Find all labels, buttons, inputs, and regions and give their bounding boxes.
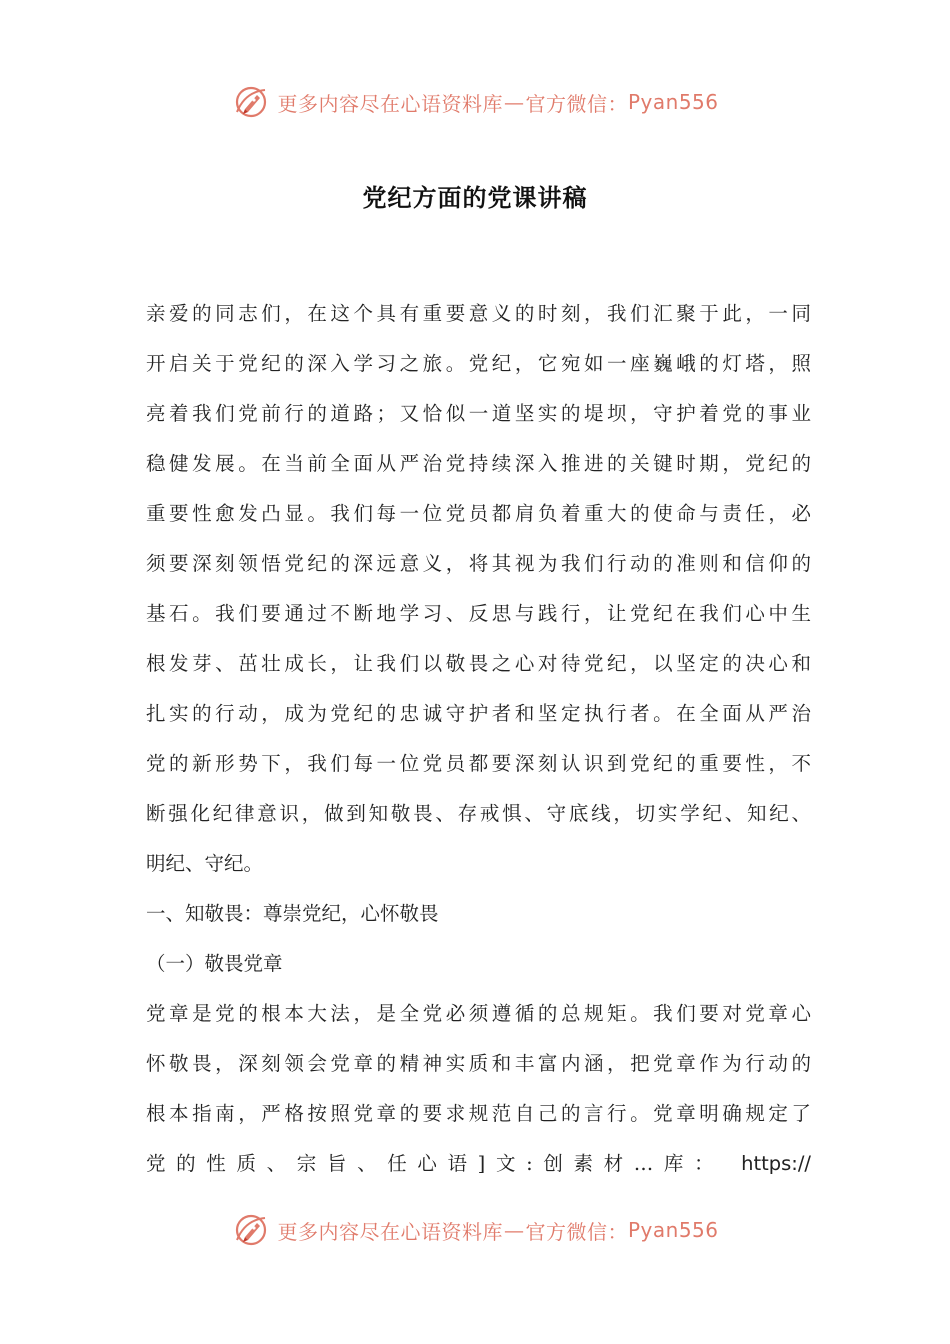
paragraph-line: 怀敬畏，深刻领会党章的精神实质和丰富内涵，把党章作为行动的 bbox=[146, 1052, 811, 1075]
paragraph-line: 基石。我们要通过不断地学习、反思与践行，让党纪在我们心中生 bbox=[146, 602, 811, 625]
paragraph-line: 稳健发展。在当前全面从严治党持续深入推进的关键时期，党纪的 bbox=[146, 452, 811, 475]
paragraph-line: 根发芽、茁壮成长，让我们以敬畏之心对待党纪，以坚定的决心和 bbox=[146, 652, 811, 675]
paragraph-line: 扎实的行动，成为党纪的忠诚守护者和坚定执行者。在全面从严治 bbox=[146, 702, 811, 725]
paragraph-line: 党的新形势下，我们每一位党员都要深刻认识到党纪的重要性，不 bbox=[146, 752, 811, 775]
paragraph-line: 重要性愈发凸显。我们每一位党员都肩负着重大的使命与责任，必 bbox=[146, 502, 811, 525]
paragraph-line: 开启关于党纪的深入学习之旅。党纪，它宛如一座巍峨的灯塔，照 bbox=[146, 352, 811, 375]
paragraph-line: 明纪、守纪。 bbox=[146, 852, 264, 875]
watermark-title: 更多内容尽在心语资料库 bbox=[277, 1219, 503, 1244]
watermark-separator: — bbox=[503, 90, 525, 114]
paragraph-line: 党章是党的根本大法，是全党必须遵循的总规矩。我们要对党章心 bbox=[146, 1002, 811, 1025]
paragraph-line: 断强化纪律意识，做到知敬畏、存戒惧、守底线，切实学纪、知纪、 bbox=[146, 802, 811, 825]
watermark-wechat-label: 官方微信： bbox=[525, 91, 628, 116]
paragraph-line: 亲爱的同志们，在这个具有重要意义的时刻，我们汇聚于此，一同 bbox=[146, 302, 811, 325]
last-line-url: https:// bbox=[741, 1152, 811, 1175]
subsection-heading: （一）敬畏党章 bbox=[146, 952, 283, 975]
document-body bbox=[146, 289, 811, 1189]
paragraph-line: 须要深刻领悟党纪的深远意义，将其视为我们行动的准则和信仰的 bbox=[146, 552, 811, 575]
watermark-header bbox=[0, 78, 950, 126]
watermark-wechat-id: Pyan556 bbox=[627, 90, 719, 114]
document-title: 党纪方面的党课讲稿 bbox=[362, 184, 588, 212]
watermark-wechat-id: Pyan556 bbox=[627, 1218, 719, 1242]
paragraph-line: 亮着我们党前行的道路；又恰似一道坚实的堤坝，守护着党的事业 bbox=[146, 402, 811, 425]
watermark-wechat-label: 官方微信： bbox=[525, 1219, 628, 1244]
watermark-separator: — bbox=[503, 1218, 525, 1242]
paragraph-line: 根本指南，严格按照党章的要求规范自己的言行。党章明确规定了 bbox=[146, 1102, 811, 1125]
section-heading: 一、知敬畏：尊崇党纪，心怀敬畏 bbox=[146, 902, 439, 925]
pen-nib-circle-icon bbox=[231, 1210, 271, 1250]
paragraph-line-last bbox=[146, 1139, 811, 1189]
pen-nib-circle-icon bbox=[231, 82, 271, 122]
last-line-text: 党的性质、宗旨、任心语]文:创素材…库： bbox=[146, 1152, 725, 1175]
watermark-title: 更多内容尽在心语资料库 bbox=[277, 91, 503, 116]
watermark-footer bbox=[0, 1206, 950, 1254]
